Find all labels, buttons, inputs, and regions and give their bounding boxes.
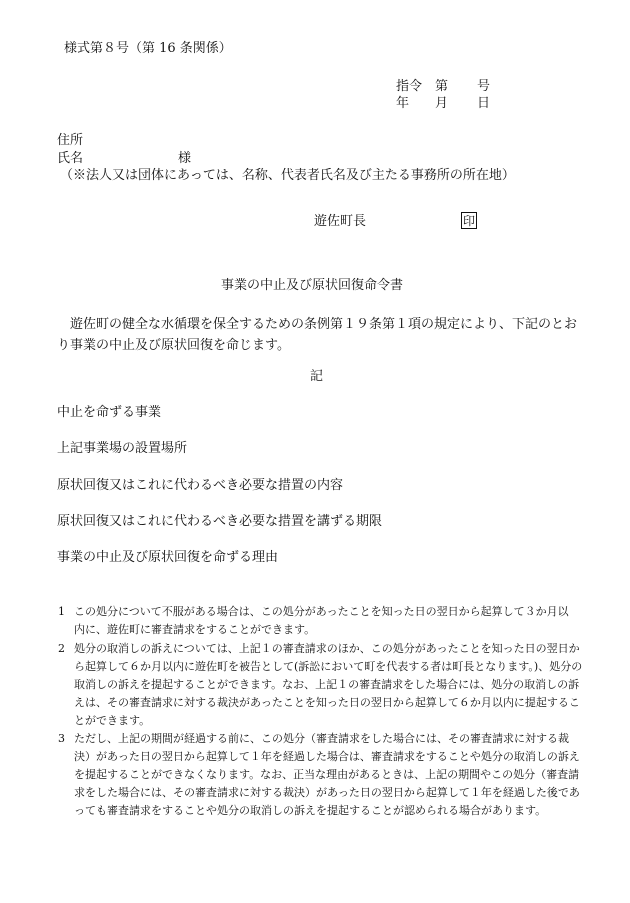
item-restoration-content: 原状回復又はこれに代わるべき必要な措置の内容 bbox=[57, 478, 344, 493]
issuer-title: 遊佐町長 bbox=[314, 214, 367, 229]
seal-box: 印 bbox=[463, 214, 476, 228]
note-number: 2 bbox=[58, 642, 65, 655]
date-year: 年 bbox=[396, 96, 410, 111]
document-title: 事業の中止及び原状回復命令書 bbox=[221, 278, 404, 293]
form-label: 様式第８号（第 16 条関係） bbox=[64, 41, 232, 56]
note-text: ただし、上記の期間が経過する前に、この処分（審査請求をした場合には、その審査請求に対する裁決）があった日の翌日から起算して１年を経過した場合は、審査請求をすることや処分の取消しの訴えを提起することができなくなります。なお、正当な理由があるときは、上記の期間やこの処分（審査請求をした場合には、その審査請求に対する裁決）があった日の翌日から起算して１年を経過した後であっても審査請求をすることや処分の取消しの訴えを提起することが認められる場合があります。 bbox=[74, 732, 580, 817]
name-label: 氏名 bbox=[57, 151, 84, 166]
note-1 bbox=[58, 603, 576, 639]
ref-dai: 第 bbox=[435, 79, 449, 94]
corp-note: （※法人又は団体にあっては、名称、代表者氏名及び主たる事務所の所在地） bbox=[60, 168, 515, 183]
item-order-reason: 事業の中止及び原状回復を命ずる理由 bbox=[57, 550, 279, 565]
item-suspend-business: 中止を命ずる事業 bbox=[57, 405, 162, 420]
body-paragraph: 遊佐町の健全な水循環を保全するための条例第１９条第１項の規定により、下記のとおり事業の中止及び原状回復を命じます。 bbox=[57, 317, 578, 353]
note-3 bbox=[58, 730, 580, 820]
ki-label: 記 bbox=[310, 369, 324, 384]
date-month: 月 bbox=[435, 96, 449, 111]
item-restoration-deadline: 原状回復又はこれに代わるべき必要な措置を講ずる期限 bbox=[57, 514, 383, 529]
honorific: 様 bbox=[178, 151, 192, 166]
item-site-location: 上記事業場の設置場所 bbox=[57, 441, 188, 456]
ref-go: 号 bbox=[477, 79, 491, 94]
note-2 bbox=[58, 640, 584, 730]
note-number: 1 bbox=[58, 605, 65, 618]
date-day: 日 bbox=[477, 96, 491, 111]
address-label: 住所 bbox=[57, 133, 84, 148]
note-number: 3 bbox=[58, 732, 65, 745]
note-text: この処分について不服がある場合は、この処分があったことを知った日の翌日から起算して３か月以内に、遊佐町に審査請求をすることができます。 bbox=[74, 605, 569, 636]
note-text: 処分の取消しの訴えについては、上記１の審査請求のほか、この処分があったことを知った日の翌日から起算して６か月以内に遊佐町を被告として(訴訟において町を代表する者は町長となります。)、処分の取消しの訴えを提起することができます。なお、上記１の審査請求をした場合には、処分の取消しの訴えは、その審査請求に対する裁決があったことを知った日の翌日から起算して６か月以内に提起することができます。 bbox=[74, 642, 583, 727]
ref-label: 指令 bbox=[396, 79, 423, 94]
